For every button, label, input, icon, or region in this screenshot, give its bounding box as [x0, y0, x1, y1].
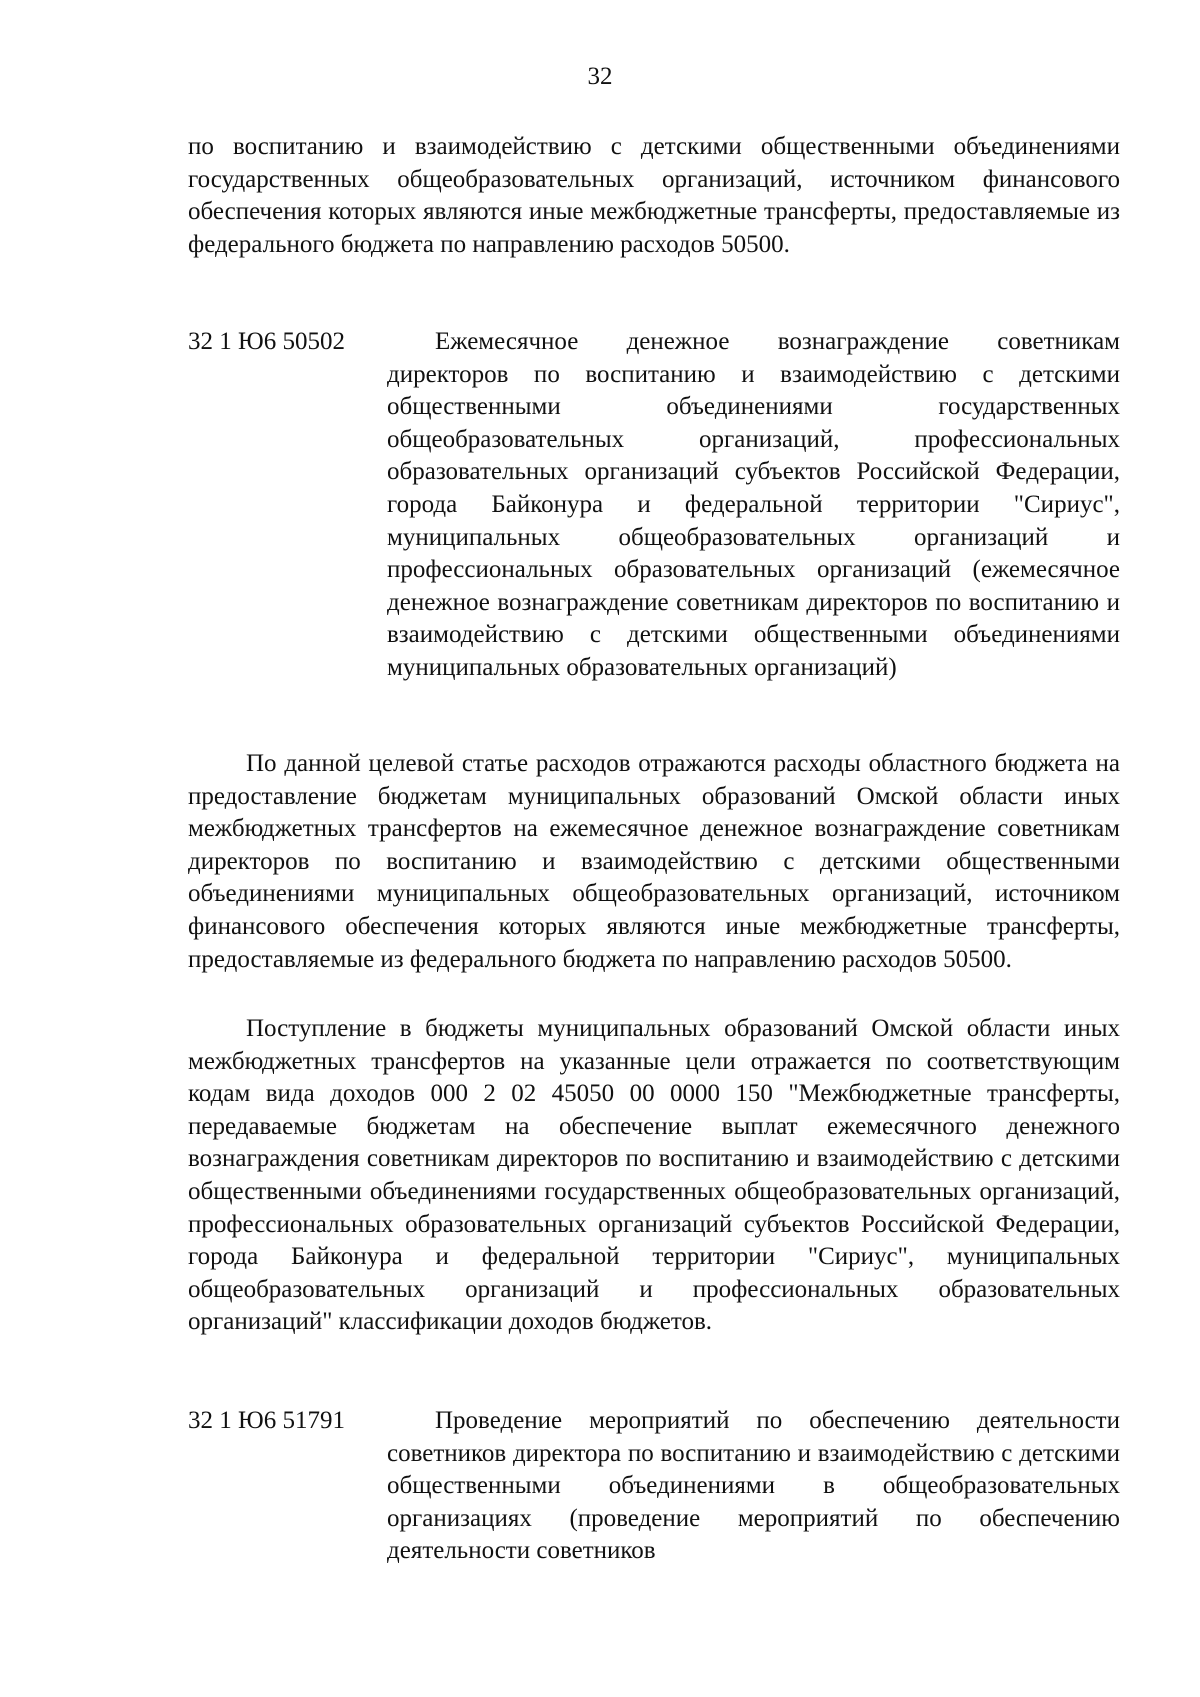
classification-entry — [188, 1405, 1120, 1568]
intro-paragraph: по воспитанию и взаимодействию с детскими общественными объединениями государственных общеобразовательных организаций, источником финансового обеспечения которых являются иные межбюджетные трансферты, предоставляемые из федерального бюджета по направлению расходов 50500. — [188, 133, 1120, 258]
entry-description: Проведение мероприятий по обеспечению деятельности советников директора по воспитанию и взаимодействию с детскими общественными объединениями в общеобразовательных организациях (проведение мероприятий по обеспечению деятельности советников — [387, 1407, 1120, 1565]
classification-entry — [188, 326, 1120, 685]
page-number: 32 — [587, 63, 613, 90]
entry-code: 32 1 Ю6 50502 — [188, 328, 345, 355]
body-paragraph: По данной целевой статье расходов отражаются расходы областного бюджета на предоставление бюджетам муниципальных образований Омской области иных межбюджетных трансфертов на ежемесячное денежное вознаграждение советникам директоров по воспитанию и взаимодействию с детскими общественными объединениями муниципальных общеобразовательных организаций, источником финансового обеспечения которых являются иные межбюджетные трансферты, предоставляемые из федерального бюджета по направлению расходов 50500. — [188, 750, 1120, 973]
entry-description: Ежемесячное денежное вознаграждение советникам директоров по воспитанию и взаимодействию с детскими общественными объединениями государственных общеобразовательных организаций, профессиональных образовательных организаций субъектов Российской Федерации, города Байконура и федеральной территории "Сириус", муниципальных общеобразовательных организаций и профессиональных образовательных организаций (ежемесячное денежное вознаграждение советникам директоров по воспитанию и взаимодействию с детскими общественными объединениями муниципальных образовательных организаций) — [387, 328, 1120, 681]
body-paragraph: Поступление в бюджеты муниципальных образований Омской области иных межбюджетных трансфертов на указанные цели отражается по соответствующим кодам вида доходов 000 2 02 45050 00 0000 150 "Межбюджетные трансферты, передаваемые бюджетам на обеспечение выплат ежемесячного денежного вознаграждения советникам директоров по воспитанию и взаимодействию с детскими общественными объединениями государственных общеобразовательных организаций, профессиональных образовательных организаций субъектов Российской Федерации, города Байконура и федеральной территории "Сириус", муниципальных общеобразовательных организаций и профессиональных образовательных организаций" классификации доходов бюджетов. — [188, 1015, 1120, 1336]
entry-code: 32 1 Ю6 51791 — [188, 1407, 345, 1434]
